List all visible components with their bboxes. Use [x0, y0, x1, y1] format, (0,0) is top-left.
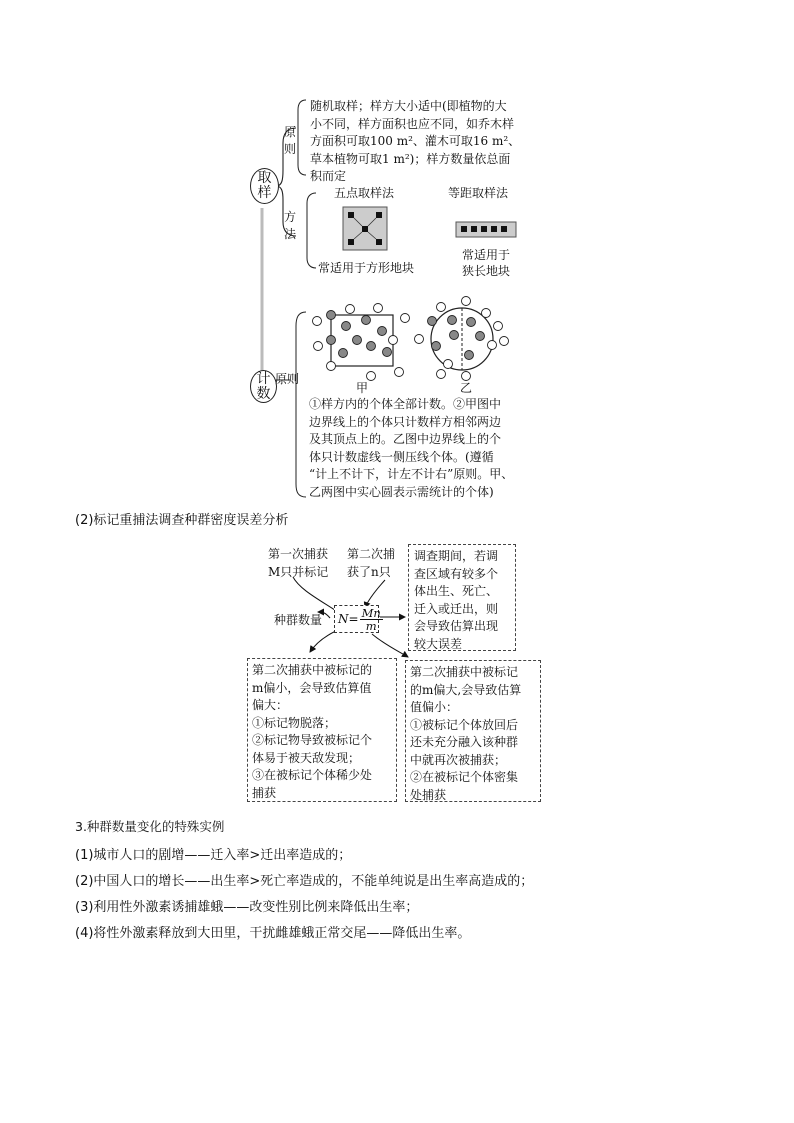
section-3-item: (2)中国人口的增长——出生率>死亡率造成的，不能单纯说是出生率高造成的；	[75, 874, 534, 889]
section-3-item: (3)利用性外激素诱捕雄蛾——改变性别比例来降低出生率；	[75, 900, 419, 915]
equidistant-note-2: 狭长地块	[462, 264, 511, 278]
bottom-right-box-line: 处捕获	[410, 787, 447, 802]
right-error-box	[408, 544, 516, 651]
principle-line: 方面积可取100 m²、灌木可取16 m²、	[310, 134, 521, 148]
five-point-note: 常适用于方形地块	[318, 261, 415, 275]
right-box-line: 调查期间，若调	[414, 549, 499, 563]
underestimate-m-box	[247, 658, 397, 802]
overestimate-m-box	[405, 660, 541, 802]
principle-line: 草本植物可取1 m²)；样方数量依总面	[310, 151, 511, 166]
method-label: 方法	[283, 210, 296, 241]
section-3-item: (1)城市人口的剧增——迁入率>迁出率造成的；	[75, 848, 352, 863]
principle-text	[310, 98, 520, 186]
counting-line: 体只计数虚线一侧压线个体。(遵循	[309, 449, 494, 464]
counting-line: 及其顶点上的。乙图中边界线上的个	[309, 432, 502, 446]
principle-line: 积而定	[310, 169, 347, 183]
first-capture-line: M只并标记	[268, 564, 329, 579]
first-capture-text	[268, 546, 328, 581]
right-box-line: 体出生、死亡、	[414, 584, 499, 598]
counting-line: ①样方内的个体全部计数。②甲图中	[309, 397, 502, 411]
section-3-heading: 3.种群数量变化的特殊实例	[75, 819, 225, 834]
population-label: 种群数量	[274, 613, 323, 627]
bottom-right-box-line: 的m偏大,会导致估算	[410, 682, 522, 697]
formula-box	[334, 605, 379, 633]
right-box-line: 迁入或迁出，则	[414, 601, 499, 616]
section-2-heading: (2)标记重捕法调查种群密度误差分析	[75, 513, 289, 528]
left-box-line: ①标记物脱落；	[252, 715, 337, 730]
first-capture-line: 第一次捕获	[268, 547, 329, 561]
sampling-circle	[250, 168, 279, 204]
bottom-right-box-line: ①被标记个体放回后	[410, 717, 519, 732]
left-box-line: 第二次捕获中被标记的	[252, 663, 373, 677]
counting-line: 乙两图中实心圆表示需统计的个体)	[309, 484, 494, 499]
left-box-line: ③在被标记个体稀少处	[252, 768, 373, 782]
figure-jia-dots	[313, 304, 410, 381]
bottom-right-box-line: ②在被标记个体密集	[410, 770, 519, 784]
counting-line: “计上不计下，计左不计右”原则。甲、	[309, 467, 514, 481]
principle-line: 随机取样；样方大小适中(即植物的大	[310, 99, 507, 113]
sampling-circle-label: 取样	[257, 170, 272, 201]
counting-principle-label: 原则	[275, 372, 300, 386]
left-box-line: 偏大：	[252, 698, 289, 712]
five-point-title: 五点取样法	[334, 186, 395, 200]
counting-text	[309, 396, 513, 501]
second-capture-line: 第二次捕	[347, 547, 396, 561]
principle-label: 原则	[283, 125, 296, 156]
bottom-right-box-line: 还未充分融入该种群	[410, 735, 519, 749]
right-box-line: 会导致估算出现	[414, 619, 499, 633]
counting-line: 边界线上的个体只计数样方相邻两边	[309, 414, 502, 429]
formula-numerator: Mn	[361, 605, 381, 620]
left-box-line: ②标记物导致被标记个	[252, 733, 373, 747]
counting-circle-label: 计数	[256, 370, 271, 402]
principle-line: 小不同，样方面积也应不同，如乔木样	[310, 116, 515, 131]
section-3-item: (4)将性外激素释放到大田里，干扰雌雄蛾正常交尾——降低出生率。	[75, 926, 471, 941]
bottom-right-box-line: 值偏小：	[410, 700, 459, 714]
bottom-right-box-line: 第二次捕获中被标记	[410, 665, 519, 679]
formula-lhs: N	[338, 612, 349, 626]
left-box-line: 捕获	[252, 785, 277, 800]
equidistant-title: 等距取样法	[448, 186, 509, 200]
formula-denominator: m	[365, 618, 377, 633]
right-box-line: 查区域有较多个	[414, 566, 499, 581]
formula-eq: =	[348, 612, 359, 626]
second-capture-line: 获了n只	[347, 564, 391, 579]
left-box-line: 体易于被天敌发现；	[252, 750, 361, 765]
formula-fraction	[360, 607, 383, 632]
figure-yi-dots	[415, 297, 509, 381]
equidistant-note-1: 常适用于	[462, 248, 511, 262]
left-box-line: m偏小，会导致估算值	[252, 680, 372, 695]
second-capture-text	[347, 546, 395, 581]
bottom-right-box-line: 中就再次被捕获；	[410, 752, 507, 767]
counting-circle	[250, 370, 277, 403]
figure-jia-label: 甲	[356, 381, 369, 395]
right-box-line: 较大误差	[414, 636, 463, 651]
figure-yi-label: 乙	[460, 381, 473, 395]
